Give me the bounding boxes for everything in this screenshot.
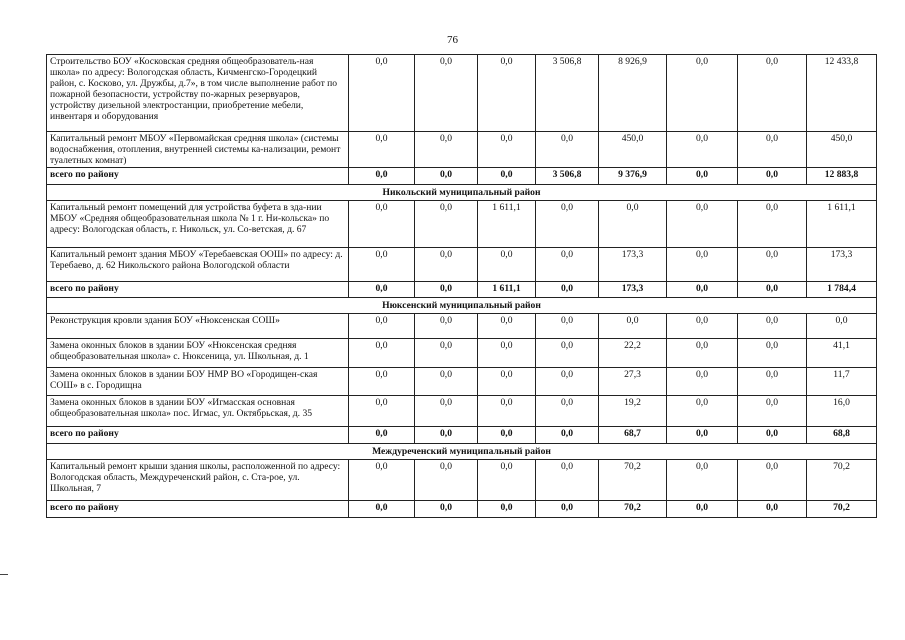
value-cell-5: 68,7 bbox=[599, 427, 667, 444]
project-description: Капитальный ремонт МБОУ «Первомайская средняя школа» (системы водоснабжения, отопления, внутренней системы ка-нализации, ремонт туалетных комнат) bbox=[47, 132, 349, 168]
value-cell-5: 27,3 bbox=[599, 368, 667, 396]
value-cell-4: 0,0 bbox=[536, 396, 599, 427]
project-description: Замена оконных блоков в здании БОУ «Нюксенская средняя общеобразовательная школа» с. Нюксеница, ул. Школьная, д. 1 bbox=[47, 339, 349, 368]
value-cell-1: 0,0 bbox=[349, 55, 415, 132]
value-cell-5: 450,0 bbox=[599, 132, 667, 168]
value-cell-3: 0,0 bbox=[478, 132, 536, 168]
margin-mark bbox=[0, 574, 8, 575]
value-cell-2: 0,0 bbox=[415, 314, 478, 339]
section-header-row bbox=[47, 298, 877, 314]
value-cell-4: 0,0 bbox=[536, 248, 599, 282]
value-cell-4: 0,0 bbox=[536, 132, 599, 168]
value-cell-8: 70,2 bbox=[807, 460, 877, 501]
value-cell-7: 0,0 bbox=[738, 168, 807, 185]
table-row bbox=[47, 368, 877, 396]
value-cell-6: 0,0 bbox=[667, 460, 738, 501]
value-cell-6: 0,0 bbox=[667, 427, 738, 444]
value-cell-8: 450,0 bbox=[807, 132, 877, 168]
value-cell-7: 0,0 bbox=[738, 248, 807, 282]
value-cell-5: 9 376,9 bbox=[599, 168, 667, 185]
table-row bbox=[47, 339, 877, 368]
value-cell-7: 0,0 bbox=[738, 201, 807, 248]
value-cell-4: 0,0 bbox=[536, 501, 599, 518]
value-cell-3: 0,0 bbox=[478, 501, 536, 518]
value-cell-7: 0,0 bbox=[738, 396, 807, 427]
value-cell-8: 11,7 bbox=[807, 368, 877, 396]
value-cell-4: 0,0 bbox=[536, 282, 599, 298]
section-title: Нюксенский муниципальный район bbox=[47, 298, 877, 314]
value-cell-8: 12 433,8 bbox=[807, 55, 877, 132]
value-cell-4: 0,0 bbox=[536, 314, 599, 339]
table-row bbox=[47, 396, 877, 427]
value-cell-3: 0,0 bbox=[478, 427, 536, 444]
value-cell-5: 19,2 bbox=[599, 396, 667, 427]
section-title: Никольский муниципальный район bbox=[47, 185, 877, 201]
project-description: Капитальный ремонт крыши здания школы, расположенной по адресу: Вологодская область, Междуреченский район, с. Ста-рое, ул. Школьная, 7 bbox=[47, 460, 349, 501]
value-cell-3: 0,0 bbox=[478, 168, 536, 185]
value-cell-6: 0,0 bbox=[667, 282, 738, 298]
value-cell-4: 0,0 bbox=[536, 368, 599, 396]
value-cell-6: 0,0 bbox=[667, 339, 738, 368]
value-cell-3: 0,0 bbox=[478, 396, 536, 427]
value-cell-3: 0,0 bbox=[478, 460, 536, 501]
value-cell-8: 41,1 bbox=[807, 339, 877, 368]
value-cell-4: 0,0 bbox=[536, 427, 599, 444]
table-row bbox=[47, 132, 877, 168]
table-row bbox=[47, 248, 877, 282]
value-cell-2: 0,0 bbox=[415, 248, 478, 282]
value-cell-1: 0,0 bbox=[349, 339, 415, 368]
value-cell-7: 0,0 bbox=[738, 282, 807, 298]
project-description: Капитальный ремонт помещений для устройства буфета в зда-нии МБОУ «Средняя общеобразовательная школа № 1 г. Ни-кольска» по адресу: Вологодская область, г. Никольск, ул. Со-ветская, д. 67 bbox=[47, 201, 349, 248]
value-cell-2: 0,0 bbox=[415, 132, 478, 168]
value-cell-8: 16,0 bbox=[807, 396, 877, 427]
value-cell-4: 3 506,8 bbox=[536, 55, 599, 132]
value-cell-8: 173,3 bbox=[807, 248, 877, 282]
value-cell-7: 0,0 bbox=[738, 368, 807, 396]
total-label: всего по району bbox=[47, 168, 349, 185]
table-row bbox=[47, 201, 877, 248]
budget-table bbox=[46, 54, 877, 518]
project-description: Замена оконных блоков в здании БОУ «Игмасская основная общеобразовательная школа» пос. Игмас, ул. Октябрьская, д. 35 bbox=[47, 396, 349, 427]
page-number: 76 bbox=[447, 34, 458, 46]
value-cell-6: 0,0 bbox=[667, 396, 738, 427]
value-cell-2: 0,0 bbox=[415, 501, 478, 518]
value-cell-8: 68,8 bbox=[807, 427, 877, 444]
value-cell-1: 0,0 bbox=[349, 168, 415, 185]
value-cell-8: 70,2 bbox=[807, 501, 877, 518]
value-cell-5: 70,2 bbox=[599, 460, 667, 501]
value-cell-2: 0,0 bbox=[415, 460, 478, 501]
table-row bbox=[47, 314, 877, 339]
value-cell-1: 0,0 bbox=[349, 460, 415, 501]
value-cell-1: 0,0 bbox=[349, 132, 415, 168]
value-cell-4: 3 506,8 bbox=[536, 168, 599, 185]
value-cell-6: 0,0 bbox=[667, 201, 738, 248]
table-row bbox=[47, 55, 877, 132]
district-total-row bbox=[47, 168, 877, 185]
value-cell-4: 0,0 bbox=[536, 339, 599, 368]
value-cell-3: 0,0 bbox=[478, 368, 536, 396]
total-label: всего по району bbox=[47, 282, 349, 298]
total-label: всего по району bbox=[47, 427, 349, 444]
value-cell-1: 0,0 bbox=[349, 396, 415, 427]
value-cell-8: 12 883,8 bbox=[807, 168, 877, 185]
value-cell-7: 0,0 bbox=[738, 314, 807, 339]
value-cell-1: 0,0 bbox=[349, 501, 415, 518]
value-cell-6: 0,0 bbox=[667, 248, 738, 282]
district-total-row bbox=[47, 427, 877, 444]
value-cell-2: 0,0 bbox=[415, 427, 478, 444]
value-cell-6: 0,0 bbox=[667, 314, 738, 339]
value-cell-3: 0,0 bbox=[478, 339, 536, 368]
value-cell-7: 0,0 bbox=[738, 55, 807, 132]
value-cell-1: 0,0 bbox=[349, 368, 415, 396]
value-cell-6: 0,0 bbox=[667, 368, 738, 396]
value-cell-4: 0,0 bbox=[536, 460, 599, 501]
project-description: Строительство БОУ «Косковская средняя общеобразователь-ная школа» по адресу: Вологодская область, Кичменгско-Городецкий район, с. Косково, ул. Дружбы, д.7», в том числе выполнение работ по пожарной безопасности, устройству по-жарных резервуаров, устройству дизельной электростанции, приобретение мебели, инвентаря и оборудования bbox=[47, 55, 349, 132]
value-cell-5: 8 926,9 bbox=[599, 55, 667, 132]
value-cell-7: 0,0 bbox=[738, 460, 807, 501]
value-cell-1: 0,0 bbox=[349, 248, 415, 282]
value-cell-7: 0,0 bbox=[738, 132, 807, 168]
value-cell-2: 0,0 bbox=[415, 396, 478, 427]
value-cell-5: 173,3 bbox=[599, 282, 667, 298]
project-description: Замена оконных блоков в здании БОУ НМР ВО «Городищен-ская СОШ» в с. Городищна bbox=[47, 368, 349, 396]
value-cell-1: 0,0 bbox=[349, 427, 415, 444]
district-total-row bbox=[47, 501, 877, 518]
project-description: Реконструкция кровли здания БОУ «Нюксенская СОШ» bbox=[47, 314, 349, 339]
value-cell-3: 0,0 bbox=[478, 314, 536, 339]
value-cell-2: 0,0 bbox=[415, 368, 478, 396]
value-cell-1: 0,0 bbox=[349, 201, 415, 248]
value-cell-5: 70,2 bbox=[599, 501, 667, 518]
value-cell-7: 0,0 bbox=[738, 501, 807, 518]
project-description: Капитальный ремонт здания МБОУ «Теребаевская ООШ» по адресу: д. Теребаево, д. 62 Никольского района Вологодской области bbox=[47, 248, 349, 282]
value-cell-7: 0,0 bbox=[738, 339, 807, 368]
district-total-row bbox=[47, 282, 877, 298]
value-cell-3: 1 611,1 bbox=[478, 201, 536, 248]
value-cell-5: 0,0 bbox=[599, 314, 667, 339]
value-cell-2: 0,0 bbox=[415, 282, 478, 298]
value-cell-8: 1 611,1 bbox=[807, 201, 877, 248]
value-cell-7: 0,0 bbox=[738, 427, 807, 444]
value-cell-1: 0,0 bbox=[349, 314, 415, 339]
value-cell-6: 0,0 bbox=[667, 132, 738, 168]
value-cell-6: 0,0 bbox=[667, 168, 738, 185]
value-cell-2: 0,0 bbox=[415, 55, 478, 132]
value-cell-2: 0,0 bbox=[415, 201, 478, 248]
section-header-row bbox=[47, 185, 877, 201]
value-cell-3: 1 611,1 bbox=[478, 282, 536, 298]
value-cell-5: 0,0 bbox=[599, 201, 667, 248]
value-cell-2: 0,0 bbox=[415, 339, 478, 368]
value-cell-1: 0,0 bbox=[349, 282, 415, 298]
value-cell-3: 0,0 bbox=[478, 55, 536, 132]
value-cell-6: 0,0 bbox=[667, 55, 738, 132]
value-cell-4: 0,0 bbox=[536, 201, 599, 248]
section-title: Междуреченский муниципальный район bbox=[47, 444, 877, 460]
value-cell-3: 0,0 bbox=[478, 248, 536, 282]
value-cell-2: 0,0 bbox=[415, 168, 478, 185]
value-cell-5: 22,2 bbox=[599, 339, 667, 368]
value-cell-6: 0,0 bbox=[667, 501, 738, 518]
section-header-row bbox=[47, 444, 877, 460]
value-cell-5: 173,3 bbox=[599, 248, 667, 282]
table-row bbox=[47, 460, 877, 501]
value-cell-8: 0,0 bbox=[807, 314, 877, 339]
total-label: всего по району bbox=[47, 501, 349, 518]
value-cell-8: 1 784,4 bbox=[807, 282, 877, 298]
